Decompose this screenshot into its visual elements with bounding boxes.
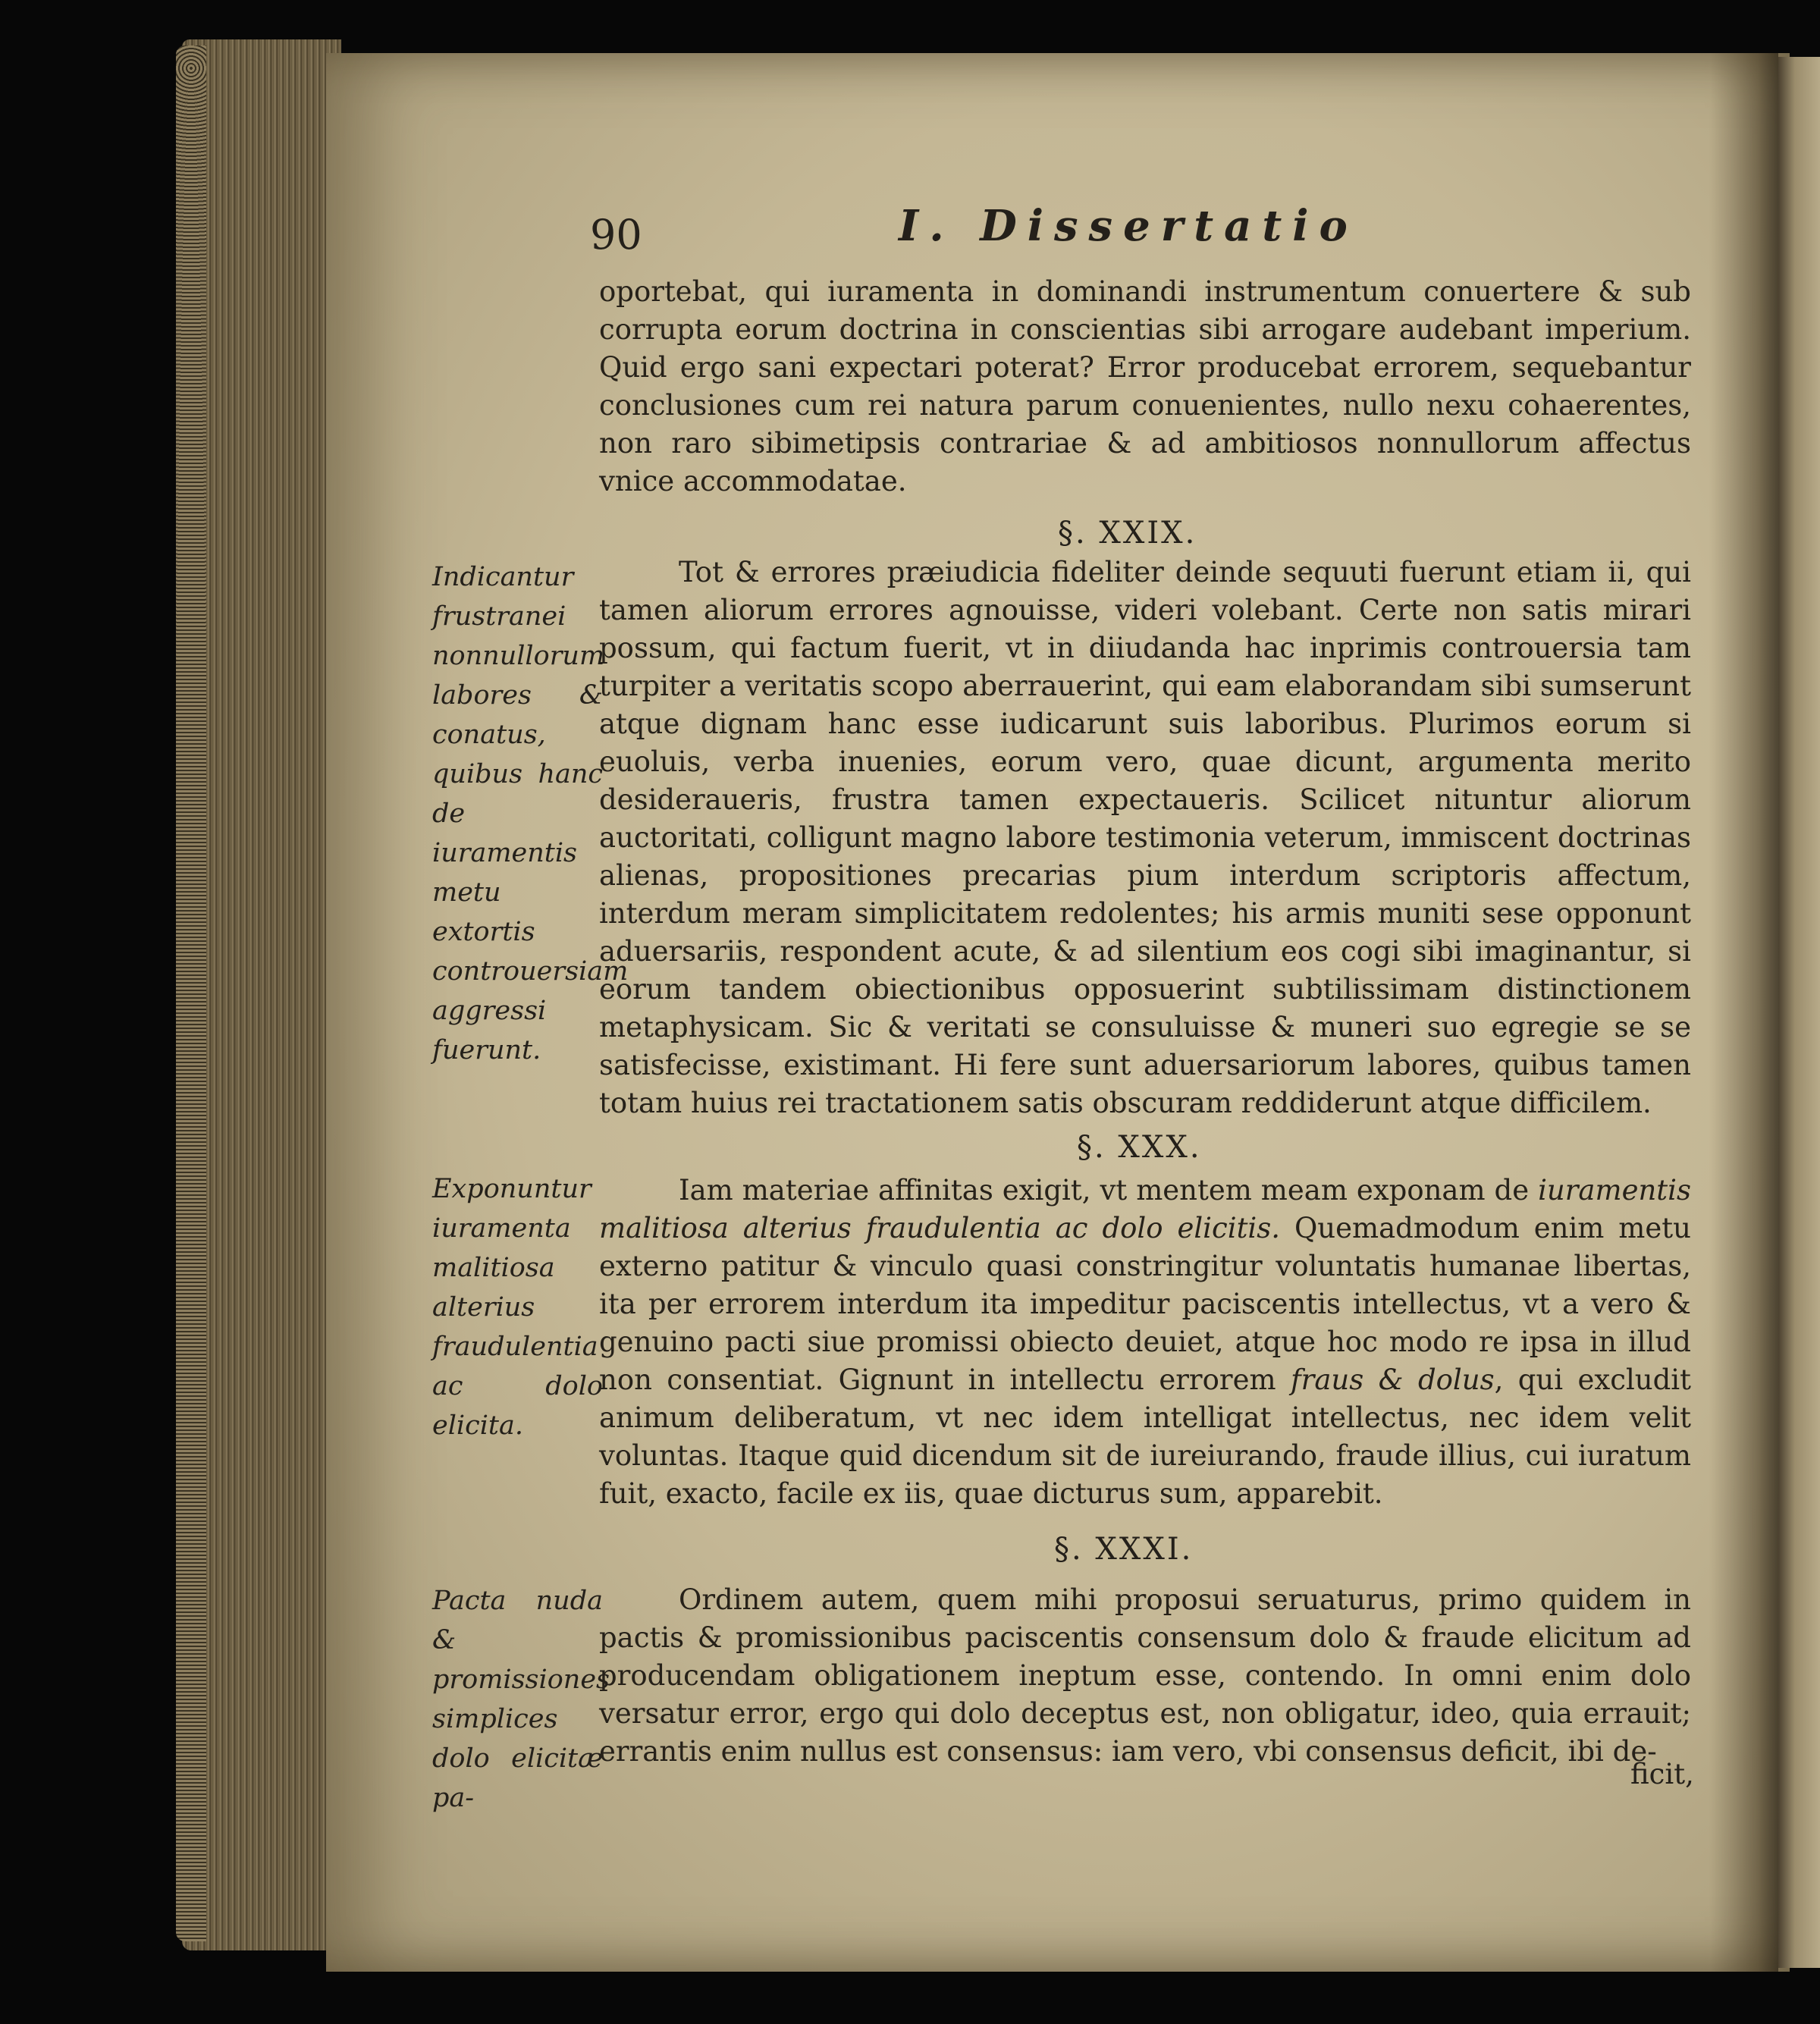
section-31-text: Ordinem autem, quem mihi proposui seruaturus, primo quidem in pactis & promissionibus paciscentis consensum dolo & fraude elicitum ad producendam obligationem ineptum esse, contendo. In omni enim dolo versatur error, ergo qui dolo deceptus est, non obligatur, ideo, quia errauit; errantis enim nullus est consensus: iam vero, vbi consensus deficit, ibi de- <box>599 1583 1691 1768</box>
section-30-text-c: , qui excludit animum deliberatum, vt nec idem intelligat intellectus, nec idem velit voluntas. Itaque quid dicendum sit de iureiurando, fraude illius, cui iuratum fuit, exacto, facile ex iis, quae dicturus sum, apparebit. <box>599 1363 1691 1510</box>
book-cover-edge <box>176 46 206 1941</box>
section-30-italic-fraus: fraus & dolus <box>1290 1363 1495 1396</box>
section-30-text <box>599 1172 1691 1513</box>
facing-page-edge <box>1778 57 1820 1968</box>
sidenote-29: Indicantur frustranei nonnullorum labores & conatus, quibus hanc de iuramentis metu extortis controuersiam aggressi fuerunt. <box>432 562 629 1065</box>
catchword: ficit, <box>1630 1758 1694 1790</box>
section-30-text-b: Quemadmodum enim metu externo patitur & vinculo quasi constringitur voluntatis humanae libertas, ita per errorem interdum ita impeditur paciscentis intellectus, vt a vero & genuino pacti siue promissi obiecto deuiet, atque hoc modo re ipsa in illud non consentiat. Gignunt in intellectu errorem <box>599 1212 1691 1396</box>
sidenote-31: Pacta nuda & promissiones simplices dolo elicitæ pa- <box>432 1586 610 1813</box>
gutter-shadow <box>1710 53 1778 1972</box>
section-heading-29: §. XXIX. <box>1058 516 1197 551</box>
section-30-text-a: Iam materiae affinitas exigit, vt mentem meam exponam de <box>679 1174 1539 1207</box>
section-heading-31: §. XXXI. <box>1054 1532 1194 1567</box>
running-title: I. Dissertatio <box>899 201 1358 251</box>
section-heading-30: §. XXX. <box>1077 1130 1202 1165</box>
section-29-text: Tot & errores præiudicia fideliter deinde sequuti fuerunt etiam ii, qui tamen aliorum errores agnouisse, videri volebant. Certe non satis mirari possum, qui factum fuerit, vt in diiudanda hac inprimis controuersia tam turpiter a veritatis scopo aberrauerint, qui eam elaborandam sibi sumserunt atque dignam hanc esse iudicarunt suis laboribus. Plurimos eorum si euoluis, verba inuenies, eorum vero, quae dicunt, argumenta merito desideraueris, frustra tamen expectaueris. Scilicet nituntur aliorum auctoritati, colligunt magno labore testimonia veterum, immiscent doctrinas alienas, propositiones precarias pium interdum scriptoris affectum, interdum meram simplicitatem redolentes; his armis muniti sese opponunt aduersariis, respondent acute, & ad silentium eos cogi sibi imaginantur, si eorum tandem obiectionibus opposuerint subtilissimam distinctionem metaphysicam. Sic & veritati se consuluisse & muneri suo egregie se se satisfecisse, existimant. Hi fere sunt aduersariorum labores, quibus tamen totam huius rei tractationem satis obscuram reddiderunt atque difficilem. <box>599 556 1691 1119</box>
page-number: 90 <box>590 211 642 259</box>
sidenote-30: Exponuntur iuramenta malitiosa alterius fraudulentia ac dolo elicita. <box>432 1174 603 1441</box>
paragraph-continued: oportebat, qui iuramenta in dominandi instrumentum conuertere & sub corrupta eorum doctrina in conscientias sibi arrogare audebant imperium. Quid ergo sani expectari poterat? Error producebat errorem, sequebantur conclusiones cum rei natura parum conuenientes, nullo nexu cohaerentes, non raro sibimetipsis contrariae & ad ambitiosos nonnullorum affectus vnice accommodatae. <box>599 275 1691 497</box>
section-30-italic-phrase: iuramentis malitiosa alterius fraudulentia ac dolo elicitis. <box>599 1174 1691 1244</box>
